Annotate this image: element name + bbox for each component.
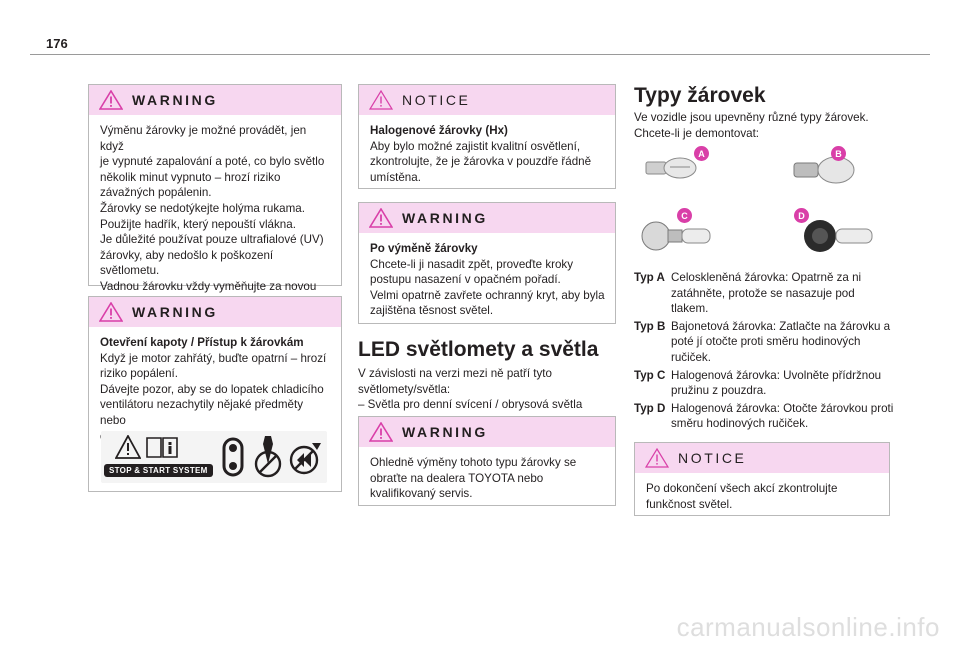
bulb-label-a: A (694, 146, 709, 161)
text-line: umístěna. (370, 170, 421, 184)
warning-heading: Po výměně žárovky (370, 242, 478, 255)
text-line: – Světla pro denní svícení / obrysová světla (358, 398, 583, 412)
fan-belt-icon (221, 436, 245, 478)
led-text (358, 366, 618, 413)
list-item (634, 319, 894, 366)
warning-header (359, 417, 615, 447)
text-line: Chcete-li je demontovat: (634, 126, 760, 140)
notice-heading: Halogenové žárovky (Hx) (370, 124, 508, 137)
notice-header (359, 85, 615, 115)
text-line: několik minut vypnuto – hrozí riziko (100, 170, 281, 184)
text-line: Je důležité používat pouze ultrafialové (UV) (100, 233, 324, 247)
warning-triangle-icon (99, 90, 123, 110)
type-key: Typ C (634, 368, 666, 382)
text-line: Dávejte pozor, aby se do lopatek chladicího (100, 382, 324, 396)
list-item (634, 401, 894, 432)
type-key: Typ A (634, 271, 665, 284)
notice-box-halogen (358, 84, 616, 189)
warning-text (359, 233, 615, 327)
list-item (634, 368, 894, 399)
warning-title: WARNING (402, 424, 488, 440)
warning-title: WARNING (132, 92, 218, 108)
notice-box-check-lights (634, 442, 890, 516)
type-description: Halogenová žárovka: Otočte žárovkou proti směru hodinových ručiček. (671, 401, 894, 431)
notice-header (635, 443, 889, 473)
text-line: zkontrolujte, že je žárovka v pouzdře řádně (370, 155, 592, 169)
text-line: Ve vozidle jsou upevněny různé typy žárovek. (634, 111, 869, 124)
notice-title: NOTICE (402, 92, 471, 108)
safety-icons-strip (101, 431, 327, 483)
no-necktie-icon (253, 434, 283, 480)
page-number: 176 (46, 36, 68, 51)
type-key: Typ D (634, 401, 666, 415)
notice-title: NOTICE (678, 450, 747, 466)
bulb-b-bayonet-icon (790, 152, 860, 186)
text-line: Aby bylo možné zajistit kvalitní osvětlení, (370, 139, 581, 153)
section-title-led: LED světlomety a světla (358, 338, 599, 361)
text-line: funkčnost světel. (646, 497, 733, 511)
notice-text (635, 473, 889, 520)
warning-header (359, 203, 615, 233)
notice-text (359, 115, 615, 193)
text-line: obraťte na dealera TOYOTA nebo (370, 471, 544, 485)
no-fan-contact-icon (287, 441, 323, 477)
type-description: Halogenová žárovka: Uvolněte přídržnou pružinu z pouzdra. (671, 368, 882, 398)
watermark: carmanualsonline.info (676, 612, 940, 642)
manual-book-icon (145, 435, 179, 459)
type-description: Bajonetová žárovka: Zatlačte na žárovku a poté jí otočte proti směru hodinových ručiček. (671, 319, 891, 364)
notice-triangle-icon (369, 90, 393, 110)
text-line: Ohledně výměny tohoto typu žárovky se (370, 456, 577, 469)
text-line: V závislosti na verzi mezi ně patří tyto (358, 367, 552, 380)
text-line: postupu nasazení v opačném pořadí. (370, 273, 561, 287)
bulb-types-list (634, 270, 894, 434)
list-item (634, 270, 894, 317)
bulb-d-halogen-icon (800, 212, 882, 258)
text-line: Po dokončení všech akcí zkontrolujte (646, 482, 838, 495)
text-line: Použijte hadřík, který nepouští vlákna. (100, 217, 296, 231)
warning-title: WARNING (132, 304, 218, 320)
text-line: Žárovky se nedotýkejte holýma rukama. (100, 201, 305, 215)
notice-triangle-icon (645, 448, 669, 468)
warning-triangle-icon (369, 208, 393, 228)
warning-triangle-icon (99, 302, 123, 322)
text-line: kvalifikovaný servis. (370, 487, 473, 501)
bulb-types-intro (634, 110, 904, 141)
stop-start-badge: STOP & START SYSTEM (104, 464, 213, 477)
text-line: zajištěna těsnost světel. (370, 304, 494, 318)
top-divider (30, 54, 930, 55)
type-key: Typ B (634, 319, 666, 333)
warning-header (89, 297, 341, 327)
text-line: Chcete-li ji nasadit zpět, proveďte kroky (370, 257, 574, 271)
warning-box-bulb-replacement (88, 84, 342, 293)
warning-text (89, 115, 341, 318)
warning-box-led (358, 416, 616, 506)
warning-triangle-icon (369, 422, 393, 442)
type-description: Celoskleněná žárovka: Opatrně za ni zatáhněte, protože se nasazuje pod tlakem. (671, 271, 862, 316)
text-line: Když je motor zahřátý, buďte opatrní – hrozí (100, 351, 327, 365)
warning-heading: Otevření kapoty / Přístup k žárovkám (100, 336, 304, 349)
warning-header (89, 85, 341, 115)
warning-box-after-replacement (358, 202, 616, 324)
bulb-label-c: C (677, 208, 692, 223)
text-line: Velmi opatrně zavřete ochranný kryt, aby byla (370, 288, 605, 302)
warning-title: WARNING (402, 210, 488, 226)
text-line: Výměnu žárovky je možné provádět, jen když (100, 124, 307, 153)
text-line: ventilátoru nezachytily nějaké předměty nebo (100, 398, 303, 427)
text-line: je vypnuté zapalování a poté, co bylo světlo (100, 155, 325, 169)
text-line: žárovky, aby nedošlo k poškození světlometu. (100, 248, 274, 278)
text-line: Vadnou žárovku vždy vyměňujte za novou (100, 279, 317, 293)
text-line: závažných popálenin. (100, 186, 212, 200)
section-title-bulb-types: Typy žárovek (634, 84, 766, 107)
bulb-label-d: D (794, 208, 809, 223)
warning-text (359, 447, 615, 510)
warning-triangle-icon (115, 435, 141, 459)
text-line: riziko popálení. (100, 367, 178, 381)
bulb-label-b: B (831, 146, 846, 161)
text-line: světlomety/světla: (358, 382, 451, 396)
